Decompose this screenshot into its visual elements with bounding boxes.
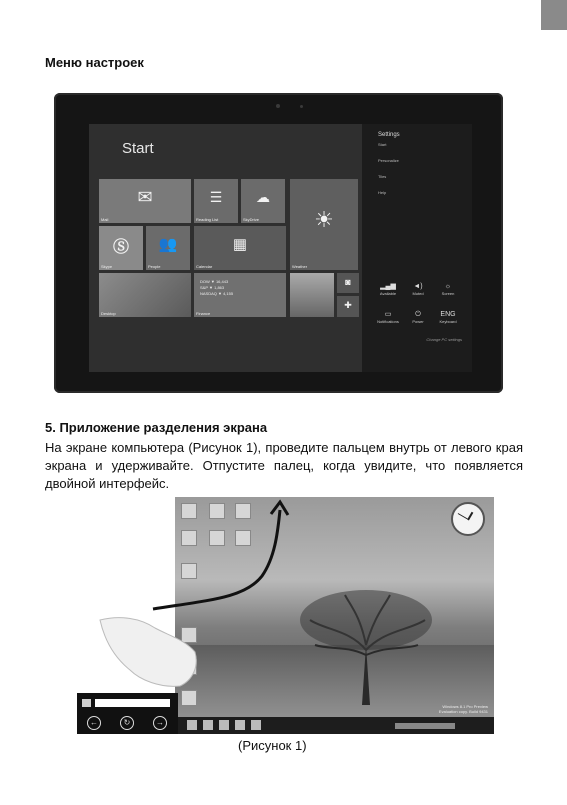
- network-quick-setting[interactable]: [374, 282, 402, 304]
- finance-row: NASDAQ ▼ 4,155: [200, 291, 234, 296]
- word-taskbar-icon[interactable]: [219, 720, 229, 730]
- tablet-photo: [54, 93, 503, 393]
- skype-icon: Ⓢ: [112, 239, 129, 256]
- reading-list-icon: ☰: [209, 189, 223, 205]
- start-screen: [89, 124, 472, 372]
- settings-pane-item[interactable]: Start: [378, 142, 387, 147]
- calendar-tile[interactable]: [194, 226, 286, 270]
- app-taskbar-icon[interactable]: [235, 720, 245, 730]
- quick-setting-label: Screen: [441, 291, 455, 296]
- watermark-line: Windows 8.1 Pro Preview: [442, 704, 488, 709]
- sun-icon: ☀: [314, 207, 334, 232]
- quick-setting-label: Muted: [412, 291, 424, 296]
- calendar-icon: ▦: [232, 236, 248, 253]
- speaker-icon: ◄): [413, 283, 423, 290]
- tree-illustration: [290, 575, 440, 705]
- taskbar: [175, 717, 494, 734]
- finance-rows: [200, 279, 233, 297]
- reading-list-tile[interactable]: [194, 179, 238, 223]
- windows-watermark: [439, 704, 488, 714]
- keyboard-icon: ENG: [440, 311, 456, 318]
- camera-icon: ◙: [345, 277, 351, 287]
- camera-sensor: [300, 105, 303, 108]
- desktop-tile[interactable]: [99, 273, 191, 317]
- brightness-quick-setting[interactable]: [434, 282, 462, 304]
- refresh-icon[interactable]: ↻: [120, 716, 134, 730]
- watermark-line: Evaluation copy. Build 9431: [438, 709, 488, 714]
- swipe-arrow: [150, 498, 300, 614]
- settings-menu-heading: Меню настроек: [45, 55, 144, 70]
- ie-icon: [82, 699, 91, 707]
- clock-gadget: [451, 502, 485, 536]
- keyboard-quick-setting[interactable]: [434, 310, 462, 332]
- settings-pane-item[interactable]: Tiles: [378, 174, 387, 179]
- mail-icon: ✉: [137, 187, 153, 207]
- quick-setting-label: Available: [379, 291, 397, 296]
- address-bar[interactable]: [95, 699, 170, 707]
- page-corner-tab: [541, 0, 567, 30]
- app-icon[interactable]: [181, 690, 197, 706]
- explorer-taskbar-icon[interactable]: [203, 720, 213, 730]
- weather-tile[interactable]: [290, 179, 358, 270]
- front-camera: [276, 104, 280, 108]
- split-screen-side-panel: [77, 693, 178, 734]
- skype-tile[interactable]: [99, 226, 143, 270]
- ie-taskbar-icon[interactable]: [187, 720, 197, 730]
- cloud-icon: ☁: [256, 189, 270, 205]
- forward-icon[interactable]: →: [153, 716, 167, 730]
- brightness-icon: ☼: [444, 283, 452, 290]
- photos-tile[interactable]: [290, 273, 334, 317]
- quick-setting-label: Power: [412, 319, 424, 324]
- weather-tile-label: Weather: [292, 264, 308, 269]
- desktop-tile-label: Desktop: [101, 311, 116, 316]
- people-tile[interactable]: [146, 226, 190, 270]
- finance-row: DOW ▼ 16,443: [200, 279, 229, 284]
- skype-tile-label: Skype: [101, 264, 113, 269]
- games-tile[interactable]: [337, 296, 359, 317]
- people-tile-label: People: [148, 264, 161, 269]
- calendar-tile-label: Calendar: [196, 264, 213, 269]
- mail-tile[interactable]: [99, 179, 191, 223]
- change-pc-settings-link[interactable]: Change PC settings: [426, 337, 462, 342]
- settings-pane-item[interactable]: Help: [378, 190, 387, 195]
- finance-row: S&P ▼ 1,863: [200, 285, 225, 290]
- figure-caption: (Рисунок 1): [238, 738, 307, 753]
- power-quick-setting[interactable]: [404, 310, 432, 332]
- finance-tile-label: Finance: [196, 311, 211, 316]
- camera-tile[interactable]: [337, 273, 359, 293]
- reading-list-tile-label: Reading List: [196, 217, 219, 222]
- instruction-paragraph: На экране компьютера (Рисунок 1), проведите пальцем внутрь от левого края экрана и удерживайте. Отпустите палец, когда увидите, что появляется двойной интерфейс.: [45, 440, 523, 491]
- finance-tile[interactable]: [194, 273, 286, 317]
- settings-charm-pane: [362, 124, 472, 372]
- notifications-quick-setting[interactable]: [374, 310, 402, 332]
- volume-quick-setting[interactable]: [404, 282, 432, 304]
- settings-pane-item[interactable]: Personalize: [378, 158, 399, 163]
- app-taskbar-icon[interactable]: [251, 720, 261, 730]
- wifi-icon: ▂▄▆: [380, 283, 396, 290]
- notification-icon: ▭: [384, 311, 392, 318]
- start-title: Start: [122, 140, 154, 157]
- section-heading: 5. Приложение разделения экрана: [45, 420, 268, 435]
- skydrive-tile[interactable]: [241, 179, 285, 223]
- quick-setting-label: Notifications: [377, 319, 399, 324]
- back-icon[interactable]: ←: [87, 716, 101, 730]
- mail-tile-label: Mail: [101, 217, 109, 222]
- people-icon: 👥: [158, 236, 178, 253]
- settings-pane-title: Settings: [378, 132, 400, 138]
- skydrive-tile-label: SkyDrive: [243, 217, 260, 222]
- power-icon: ⏻: [415, 311, 421, 318]
- gamepad-icon: ✚: [344, 300, 352, 310]
- system-tray[interactable]: [395, 723, 455, 729]
- quick-setting-label: Keyboard: [439, 319, 457, 324]
